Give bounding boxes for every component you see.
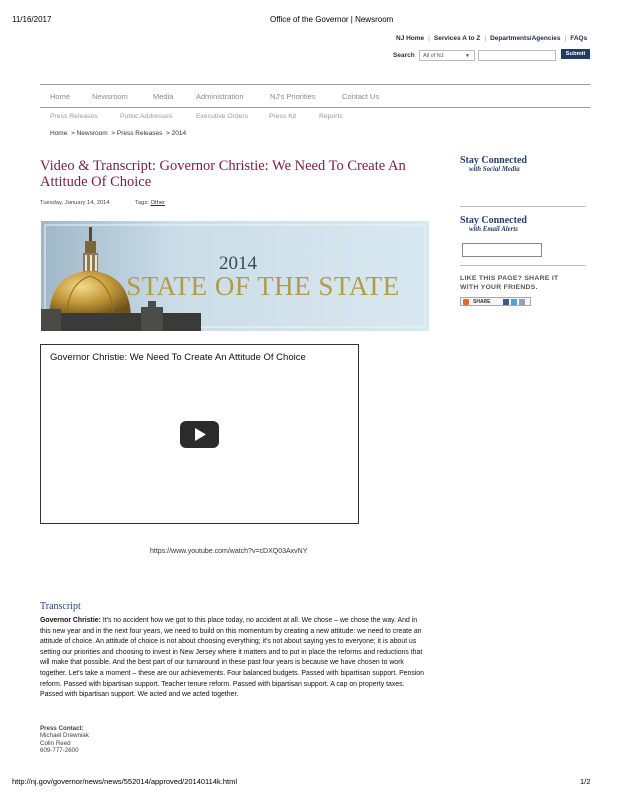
nav-administration[interactable]: Administration [196,92,244,101]
search-scope-value: All of NJ [423,53,444,59]
play-icon [180,421,219,448]
print-page-number: 1/2 [580,777,591,786]
nav-media[interactable]: Media [153,92,174,101]
print-url: http://nj.gov/governor/news/news/552014/approved/20140114k.html [12,777,238,786]
transcript-body [40,616,428,701]
share-prompt [460,275,558,292]
nav-newsroom[interactable]: Newsroom [92,92,128,101]
email-heading: Stay Connected [460,215,527,226]
article-tags [135,200,165,206]
subnav-public-addresses[interactable]: Public Addresses [120,113,173,120]
util-faqs[interactable]: FAQs [570,35,588,42]
subnav-reports[interactable]: Reports [319,113,343,120]
chevron-down-icon: ▼ [465,53,470,59]
main-nav [40,84,590,108]
share-prompt-line: WITH YOUR FRIENDS. [460,283,538,291]
utility-nav: NJ Home | Services A to Z | Departments/Agencies | FAQs [396,35,588,42]
share-prompt-line: LIKE THIS PAGE? SHARE IT [460,275,559,282]
press-contact-name: Colin Reed [40,739,71,747]
search-submit-button[interactable]: Submit [561,49,590,59]
tag-link[interactable]: Other [150,200,165,206]
search-scope-select[interactable] [419,50,475,61]
page-title: Video & Transcript: Governor Christie: We Need To Create An Attitude Of Choice [40,158,406,190]
sidebar-divider [460,206,586,207]
print-date: 11/16/2017 [12,15,52,24]
email-subheading: with Email Alerts [469,226,518,233]
subnav-press-kit[interactable]: Press Kit [269,113,297,120]
subnav-press-releases[interactable]: Press Releases [50,113,98,120]
press-contact-phone: 609-777-2600 [40,747,79,755]
breadcrumb-newsroom[interactable]: Newsroom [76,130,108,137]
tags-label: Tags: [135,200,149,206]
search-input[interactable] [478,50,556,61]
play-button[interactable] [180,421,219,448]
email-input[interactable] [462,243,542,257]
breadcrumb-press-releases[interactable]: Press Releases [116,130,163,137]
sidebar-divider [460,265,586,266]
video-embed[interactable] [40,344,359,524]
press-contact-name: Michael Drewniak [40,732,89,740]
banner-year: 2014 [219,253,257,274]
transcript-text: It's no accident how we got to this place today, no accident at all. We chose – we chose the way. And in this new year and in the next four years, we need to build on this momentum by creating a new attitude: we need to create an attitude of choice. An attitude of choice is not about choosing everything; it's not about saying yes to everyone; it is about us setting our priorities and choosing to invest in New Jersey where it matters and to put in place the reforms and reductions that will make that possible. And the best part of our turnaround in these past four years is because we have chosen to work together. Let's take a moment – these are our achievements. Four balanced budgets. Passed with bipartisan support. Pension reform. Passed with bipartisan support. Teacher tenure reform. Passed with bipartisan support. A cap on property taxes. Passed with bipartisan support. We acted and we acted together. [40,617,424,699]
print-title: Office of the Governor | Newsroom [270,15,394,24]
breadcrumb-home[interactable]: Home [50,130,68,137]
banner-caption: STATE OF THE STATE [126,271,400,301]
article-date: Tuesday, January 14, 2014 [40,200,110,206]
email-share-icon[interactable] [519,299,525,305]
util-nj-home[interactable]: NJ Home [396,35,425,42]
facebook-icon[interactable] [503,299,509,305]
share-widget[interactable] [460,297,531,306]
transcript-speaker: Governor Christie: [40,617,101,624]
press-contact-label: Press Contact: [40,725,84,732]
nav-priorities[interactable]: NJ's Priorities [270,92,316,101]
share-plus-icon [463,299,469,305]
social-heading: Stay Connected [460,155,527,166]
state-of-the-state-banner [41,221,429,331]
social-subheading: with Social Media [469,166,520,173]
transcript-heading: Transcript [40,601,81,612]
util-departments[interactable]: Departments/Agencies [490,35,561,42]
nav-contact[interactable]: Contact Us [342,92,380,101]
twitter-icon[interactable] [511,299,517,305]
subnav-executive-orders[interactable]: Executive Orders [196,113,249,120]
search-label: Search [393,52,415,59]
video-url[interactable]: https://www.youtube.com/watch?v=cDXQ03AxvNY [150,548,308,555]
breadcrumb: Home > Newsroom > Press Releases > 2014 [50,130,187,137]
share-button-label: SHARE [473,299,491,305]
nav-home[interactable]: Home [50,92,71,101]
video-title[interactable]: Governor Christie: We Need To Create An Attitude Of Choice [50,352,306,363]
util-services[interactable]: Services A to Z [433,35,481,42]
breadcrumb-year[interactable]: 2014 [171,130,187,137]
press-contact [40,725,89,755]
